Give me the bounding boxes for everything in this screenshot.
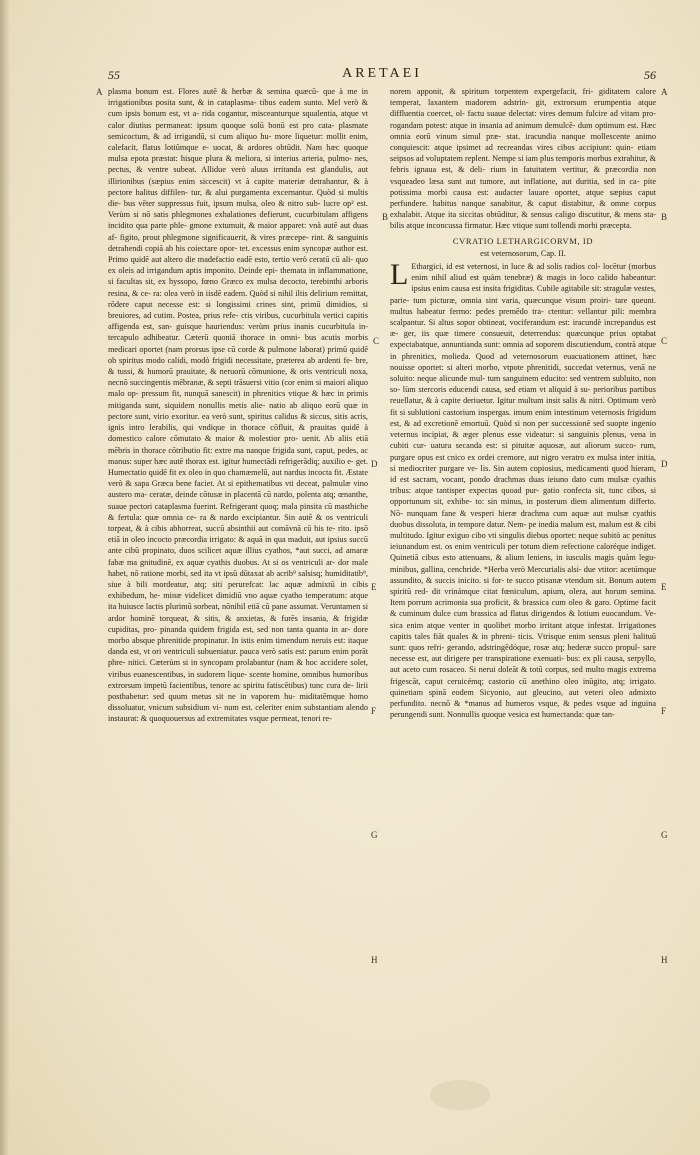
folio-left: 55 [108, 68, 120, 82]
margin-letter-left-d: D [371, 459, 378, 469]
margin-letter-right-b: B [661, 212, 668, 222]
margin-letter-left-c: C [373, 336, 380, 346]
margin-letter-right-g: G [661, 830, 668, 840]
margin-letter-right-c: C [661, 336, 668, 346]
page-gutter-edge [0, 0, 10, 1155]
left-column-paragraph: plasma bonum est. Flores autē & herbæ & semina quæcū- que à me in irrigationibus posita sunt, & in cataplasma- tibus eadem sunto. Mel verò & cum ipsis bonum est, vt a- rida cogantur, misceanturque squalentia, atque vt calor diutius permaneat: ipsum quoque solū bonū est pro cata- plasmate semicoctum, & ad irrigandū, si cum aliquo hu- more liquetur: mollit enim, calefacit, flatus lotiūmque e- uocat, & ardores obtūdit. Nam hæc quoque mulsa epota præstat: hisque plura & meliora, si interius arteria, pulmo- nes, pectus, & ventre subeat. Allidue verò aluus irritanda est glandulis, aut illirionibus (sæpius enim siccescit) vt à capite materiæ detrahantur, & à pectore halitus diffilen- tur, & alui purgamenta excernantur. Quòd si multis die- bus vēter suppressus fuit, ipsum mulsa, oleo & nitro sub- lucre op² est. Verùm si nō satis phlegmones exhalationes defierunt, cucurbitulam affigens incidito qua parte phle- gmone extumuit, & maior apparet: vnà autē aut duas af- figito, prout phlegmone significauerit, & vires præcepe- rint. & sanguinis detrahendi copiā ab his coiectare opor- tet. excessus enim syncopæ author est. Primo quidē aut altero die madefactio eadē esto, tertio verò ceratū cū ali- quo ex oleis ad irrigandum aptis imponito. Deinde epi- themata in inflammatione, si facultas sit, ex hyssopo, fœno Græco ex mulsa decocto, terebinthi arboris resina, & ce- ra: olea verò in iisdē eadem. Quòd si nihil iltis delirium remittat, rōdere caput necesse est: si longissimi crines sint, primū dimidios, si breuiores, ad cutim. Postea, prius refe- ctis viribus, cucurbitula vertici capitis affigenda est, san- guisque hauriendus: verùm prius inanis cucurbitula in- tercapulo adhibeatur. Cæterū quoniā thorace in omni- bus acutis morbis medicari oportet (nam prorsus ipse cū corde & pulmone laborat) primū quidē ob spiritus modo calidi, modò frigidi necessitate, præterea ab ardenti fe- bre, & tussi, & humorū prauitate, & neruorū cōmunione, & oris ventriculi noxa, necnō succingentis mēbranæ, & septi trāsuersi vitio (cor enim si maiori aliquo malo op- pressum fit, nunquā sanescit) in phrenitics vtique & hæc in primis mitiganda sunt, siquidem nonullis metis alie- natio ab aliquo eorū quæ in pectore sunt, virio exoritur. ea verò sunt, spiritus calidus & siccus, sitis acris, ignis intro lerabilis, qui vndique in thorace cōfluit, & prauitas quidē à domestico calore cōmutato & maior & molestior pro- uenit. Ab aliis etiā mēbris in thorace cōtributio fit: extre ma nanque frigida sunt, caput, pedes, ac manus: super hæc autē thorax est. igitur humectādi refrigerādiq; auxilio e- get. Humectatio quidē fit ex oleo in quo chamæmelū, aut nardus incocta fit. Æstate verò & sapa Græca bene faciet. At si epithematibus vti deceat, palmulæ vino austero ma- ceratæ, deinde cōtusæ in placentā cū nardo, polenta atq; œnanthe, suaue pectori cataplasma fuerint. Refrigerant quoq; mala pinsita cū masthiche & fertula: quæ omnia ce- ra & nardo excipiantur. Sin autē & os ventriculi torpeat, & à cibis abhorreat, succū absinthii aut comāvnā cū his te- rito. ipsō etiā in oleo incocto præcordia irrigato: & aquā in qua maduit, aut ipsius succū ante cibū propinato, duos scilicet aquæ illius cyathos, *aut succi, ad amaræ fabæ ma gnitudinē, ex aquæ cyathis duobus. At si os ventriculi ar- dor male habet, nō ratione morbi, sed ita vt ipsū dūtaxat ab acrib⁹ salsisq; humiditatib⁹, siue à bili mordeatur, atq; siti perurefcat: lac aquæ admixtū in cibis exhibedum, he- minæ videlicet dimidiū vno aquæ cyatho temperatum: atque ita huiusce lactis plurimū sorbeat, nōnihil etiā cū pane assumat. Veruntamen si ardor hominē torqueat, & sitis, & anxietas, & furēs insania, & frigidæ cupiditas, pro- pinanda quidem frigida est, sed non tanta quanta in ar- dore morbo absque phrenitide propinatur. In istis enim timendum neruis est: itaque danda est, vt ori ventriculi subueniatur. pauca verò satis est: parum enim porāt phre- nitici. Cæterùm si in syncopam prolabantur (nam & hoc accidere solet, viribus euanescentibus, in sudorem lique- scente homine, omnibus humoribus extrorsum impetū facientibus, tenore ac spiritu fatiscētibus) tunc cura de- lirii posthabetur: sed quum metus sit ne in vaporem hu- miditatēmque homo dissoluatur, vnicum subsidium vi- num est. celeriter enim substantiam alendo instaurat: & quoquouersus ad extremitates vsque permeat, tenori re- [108, 87, 368, 724]
margin-letter-left-b: B [382, 212, 389, 222]
margin-letter-left-e: E [371, 582, 377, 592]
margin-letter-left-g: G [371, 830, 378, 840]
right-column-paragraph-1: norem apponit, & spiritum torpentem expergefacit, fri- giditatem calore temperat, laxantem madorem adstrin- git, extrorsum erumpentia atque diffluentia coercet, ol- factu suaue delectat: vires demum fulcire ad vitam pro- rogandam potest: atque in insania ad animum demulcē- dum optimum est. Hæc omnia eorū vinum simul præ- stat. iracundia nanque mollescente animo conquiescit: atque ipsimet ad recreandas vires cibos accipiunt: quin- etiam seipsos ad voluptatem replent. Nempe si iam plus temporis morbus extrahitur, & febris ignaua est, & deli- rium in fatuitatem vertitur, & præcordia non vsqueadeo læsa sunt aut tumore, aut inflatione, aut duritia, sed in ca- pite potissima morbi causa est: audacter lauare oportet, atque sæpius caput perfundere. habitus nanque sanabitur, & caput distabitur, & omne corpus exhalabit. Atque ita siccitas obtūditur, & sensus caligo discutitur, & mens sta- bilis atque inconcussa firmatur. Hæc vtique sunt tollendi morbi præcepta. [390, 87, 656, 231]
page-header [108, 66, 656, 84]
chapter-subtitle: est veternosorum, Cap. II. [480, 248, 566, 258]
margin-letter-right-a: A [661, 87, 668, 97]
margin-letter-left-a: A [96, 87, 103, 97]
drop-cap-initial: L [390, 258, 409, 292]
chapter-title: CVRATIO LETHARGICORVM, ID [452, 235, 594, 246]
page-stain [430, 1080, 490, 1110]
running-title: ARETAEI [342, 66, 422, 81]
margin-letter-left-h: H [371, 955, 378, 965]
margin-letter-left-f: F [371, 706, 377, 716]
right-text-column [390, 86, 656, 1042]
margin-letter-right-f: F [661, 706, 667, 716]
margin-letter-right-e: E [661, 582, 667, 592]
left-text-column [108, 86, 368, 1026]
margin-letter-right-d: D [661, 459, 668, 469]
folio-right: 56 [644, 68, 656, 82]
chapter-opening [390, 258, 656, 720]
margin-letter-right-h: H [661, 955, 668, 965]
right-column-paragraph-2: Ethargici, id est veternosi, in luce & ad solis radios col- locētur (morbus enim nihil aliud est quàm tenebræ) & magis in loco calido habeantur: ipsius enim causa est insita frigiditas. Cubile agitabile sit: stragulæ vestes, parie- tum picturæ, omnia sint varia, quæcunque visum proiri- tare queunt. multus habeatur fermo: pedes premēdo tra- ctentur: vellantur pili: membra scalpantur. Si altus sopor obtineat, vociferandum est: iracundè increpandus est æ- ger, iis quæ timere consueuit, deterrendus: quæcunque prius optabat expectabatque, annuntianda sunt: omnia ad soporem discutiendum, contrà atque in phrenitics, molieda. Quod ad veternosorum euacuationem attinet, hæc nouisse oportet: si alteri morbo, vtpote phrenitidi, succedat veternus, venā ne soluito: neque alicunde mul- tum sanguinem educito: sed ventrem subluito, non so- lùm stercoris educendi causa, sed etiam vt aliquid à su- perioribus partibus reuellatur, & à capite deriuetur. Igitur multum insit salis & nitri. Optimum verò fit si sublutioni castorium inspergas. imum enim intestinum veternosis frigidum est, & ad excretionē emortuū. Quòd si non per successionē sed suopte ingenio veternus incipiat, & æger plenus esse videatur: si sanguinis plenus, vena in cubiti cur- uatura secanda est: si pituitæ aquosæ, aut aliorum succo- rum, purgare opus est cnico ex ordei cremore, aut nigro veratro ex mulsa inter initia, si mediocriter purgare ve- lis. Sin autem copiosius, medicamenti quod hieram, id est sacram, vocant, pondo drachmas duas ieiuno dato cum mulsæ cyathis tribus: atque tantisper expectas quoad pur- gatio confecta sit, tunc cibos, si opportunum sit, exhibe- to: sin minus, in posterum diem alimentum differto. Nō- nunquam fane & vesperi hieræ drachma cum aquæ aut mulsæ cyathis duobus dissoluta, in tempore datur. Nem- pe inedia malum est, malum est & cibi multitudo. Igitur exiguo cibo vti singulis diebus oportet: neque subitò ac penitus ieiunandum est. os enim ventriculi per totum diem refectione caloréque indiget. Quinetiā cibus esto attenuans, & alium leniens, in iusculis magis quàm legu- minibus, gallina, cenchride. *Herba verò Mercurialis alsi- due vtitor: acetúmque assundito, & succis inicito. si for- te succo ptisanæ vtendum sit. Bonum autem spiritū red- dit vrinámque citat fœniculum, apium, olera, aut horum semina. Item porrum acrimonia sua proficit, & brassica cum oleo & garo. Optime facit & cuminum dulce cum brassica ad flatus dirigendos & lotium euocandum. Ve- sica enim atque venter in quolibet morbo irritant atque infestat. Irrigationes capitis tales fiāt quales & in phreni- ticis. Vtrisque enim sensus pleni halituū sunt: quos refri- gerando, adstringēdóque, rosæ atq; hederæ succo propul- sare necesse est, aut dirigere per transpiratione exenuati- bus: ex pli causa, serpyllo, aut aceto cum rosaceo. Si nerui doleāt & totū corpus, sed multo magis extrema frigescāt, caput ceruicémq; castorio cū anethino oleo inūgito, atq; irrigato. quinetiam spinā eodem Sicyonio, aut gleucino, aut veteri oleo admixto perfundito. necnō & *manus ad humeros vsque, & pedes vsque ad inguina perungendi sunt. Nonnullis quoque vesica est humectanda: quæ tan- [390, 262, 656, 720]
